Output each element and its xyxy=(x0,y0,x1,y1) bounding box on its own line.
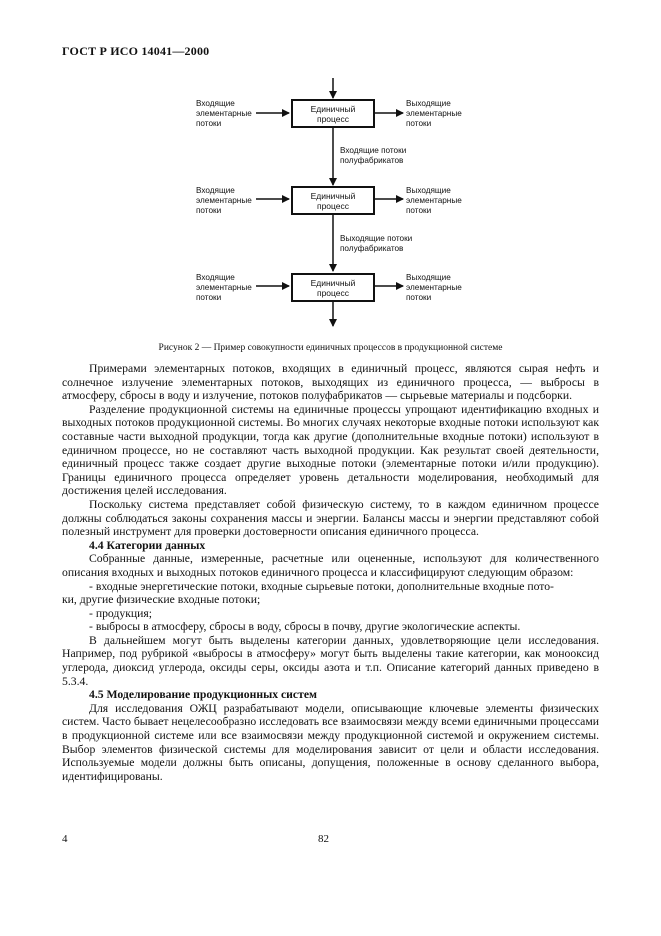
page-number-left: 4 xyxy=(62,833,68,845)
list-item-emissions: - выбросы в атмосферу, сбросы в воду, сбросы в почву, другие экологические аспекты. xyxy=(89,620,521,634)
paragraph-data-collection: Собранные данные, измеренные, расчетные или оцененные, используют для количественного описания входных и выходных потоков единичного процесса и классифицируют следующим образом: xyxy=(62,552,599,579)
paragraph-system-division: Разделение продукционной системы на единичные процессы упрощают идентификацию входных и выходных потоков продукционной системы. Во многих случаях некоторые входные потоки используют как составные части выходной продукции, тогда как другие (дополнительные входные потоки) используют в единичном процессе, но не составляют часть выходной продукции. Как результат своей деятельности, единичный процесс также создает другие выходные потоки (элементарные потоки и/или продукцию). Границы единичного процесса определяет уровень детальности моделирования, необходимый для достижения целей исследования. xyxy=(62,402,599,498)
paragraph-data-categories: В дальнейшем могут быть выделены категории данных, удовлетворяющие цели исследования. Например, под рубрикой «выбросы в атмосферу» могут быть выделены такие категории, как монооксид углерода, диоксид углерода, оксиды серы, оксиды азота и т.п. Описание категорий данных приведено в 5.3.4. xyxy=(62,633,599,688)
section-heading-4-5: 4.5 Моделирование продукционных систем xyxy=(89,688,317,702)
output-label-1: Выходящие элементарные потоки xyxy=(406,99,462,128)
paragraph-elementary-flows: Примерами элементарных потоков, входящих в единичный процесс, являются сырая нефть и солнечное излучение элементарных потоков, выходящих из единичного процесса, — выбросы в атмосферу, сбросы в воду и излучение, потоков полуфабрикатов — сырьевые материалы и подсборки. xyxy=(62,362,599,403)
figure-caption: Рисунок 2 — Пример совокупности единичных процессов в продукционной системе xyxy=(158,343,503,353)
output-label-3: Выходящие элементарные потоки xyxy=(406,273,462,302)
document-header: ГОСТ Р ИСО 14041—2000 xyxy=(62,44,210,58)
unit-process-box-3: Единичный процесс xyxy=(291,273,375,302)
unit-process-box-1: Единичный процесс xyxy=(291,99,375,128)
paragraph-conservation-laws: Поскольку система представляет собой физическую систему, то в каждом единичном процессе должны соблюдаться законы сохранения массы и энергии. Балансы массы и энергии представляют собой полезный инструмент для проверки достоверности описания единичного процесса. xyxy=(62,497,599,539)
list-item-inputs: - входные энергетические потоки, входные сырьевые потоки, дополнительные входные пото- xyxy=(89,579,554,593)
outflow-semi-products-label: Выходящие потоки полуфабрикатов xyxy=(340,234,413,253)
inflow-semi-products-label: Входящие потоки полуфабрикатов xyxy=(340,146,407,165)
input-label-2: Входящие элементарные потоки xyxy=(196,186,252,215)
unit-process-box-2: Единичный процесс xyxy=(291,186,375,215)
output-label-2: Выходящие элементарные потоки xyxy=(406,186,462,215)
input-label-1: Входящие элементарные потоки xyxy=(196,99,252,128)
page-number-center: 82 xyxy=(318,833,329,845)
section-heading-4-4: 4.4 Категории данных xyxy=(89,538,206,552)
list-item-products: - продукция; xyxy=(89,606,153,620)
body-text xyxy=(62,362,599,783)
input-label-3: Входящие элементарные потоки xyxy=(196,273,252,302)
list-item-inputs-continued: ки, другие физические входные потоки; xyxy=(62,593,261,607)
paragraph-system-modeling: Для исследования ОЖЦ разрабатывают модели, описывающие ключевые элементы физических систем. Часто бывает нецелесообразно исследовать все взаимосвязи между всеми единичными процессами в продукционной системе или все взаимосвязи между продукционной системой и окружением системы. Выбор элементов физической системы для моделирования зависит от цели и области исследования. Используемые модели должны быть описаны, допущения, положенные в основу сделанного выбора, идентифицированы. xyxy=(62,701,599,783)
